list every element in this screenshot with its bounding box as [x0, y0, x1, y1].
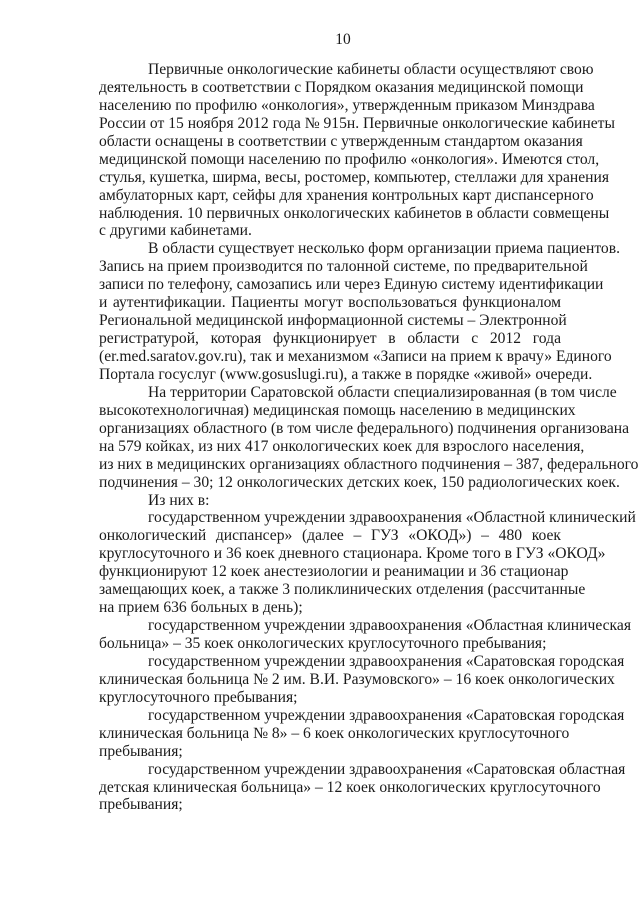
text-line: круглосуточного пребывания;: [99, 688, 298, 706]
text-line: На территории Саратовской области специализированная (в том числе: [148, 383, 617, 401]
text-line: записи по телефону, самозапись или через Единую систему идентификации: [99, 276, 604, 294]
text-line: (er.med.saratov.gov.ru), так и механизмом «Записи на прием к врачу» Единого: [99, 348, 612, 365]
text-line: высокотехнологичная) медицинская помощь населению в медицинских: [99, 401, 576, 419]
paragraph: [99, 240, 620, 384]
text-line: онкологический диспансер» (далее – ГУЗ «ОКОД») – 480 коек: [99, 527, 561, 545]
text-line: подчинения – 30; 12 онкологических детских коек, 150 радиологических коек.: [99, 473, 620, 491]
text-line: пребывания;: [99, 742, 183, 760]
text-line: на 579 койках, из них 417 онкологических коек для взрослого населения,: [99, 437, 585, 455]
text-line: с другими кабинетами.: [99, 222, 252, 240]
text-line: деятельность в соответствии с Порядком оказания медицинской помощи: [99, 78, 584, 96]
text-line: области оснащены в соответствии с утвержденным стандартом оказания: [99, 132, 583, 150]
text-line: Запись на прием производится по талонной системе, по предварительной: [99, 258, 588, 276]
page-number: 10: [335, 31, 351, 48]
text-line: амбулаторных карт, сейфы для хранения контрольных карт диспансерного: [99, 186, 594, 204]
text-line: медицинской помощи населению по профилю «онкология». Имеются стол,: [99, 150, 600, 168]
text-line: государственном учреждении здравоохранения «Саратовская городская: [148, 706, 625, 724]
document-body: [99, 61, 639, 814]
paragraph: [99, 61, 615, 240]
text-line: России от 15 ноября 2012 года № 915н. Первичные онкологические кабинеты: [99, 114, 615, 132]
text-line: круглосуточного и 36 коек дневного стационара. Кроме того в ГУЗ «ОКОД»: [99, 545, 606, 563]
text-line: государственном учреждении здравоохранения «Областной клинический: [148, 509, 636, 527]
text-line: клиническая больница № 8» – 6 коек онкологических круглосуточного: [99, 724, 570, 742]
paragraph: [99, 492, 561, 510]
text-line: регистратурой, которая функционирует в области с 2012 года: [99, 330, 561, 348]
text-line: населению по профилю «онкология», утвержденным приказом Минздрава: [99, 96, 595, 114]
text-line: Портала госуслуг (www.gosuslugi.ru), а также в порядке «живой» очереди.: [99, 365, 593, 383]
text-line: пребывания;: [99, 796, 183, 814]
text-line: наблюдения. 10 первичных онкологических кабинетов в области совмещены: [99, 204, 610, 222]
text-line: Региональной медицинской информационной системы – Электронной: [99, 312, 567, 330]
text-line: государственном учреждении здравоохранения «Саратовская городская: [148, 652, 625, 670]
paragraph: [99, 383, 639, 492]
text-line: из них в медицинских организациях областного подчинения – 387, федерального: [99, 455, 639, 473]
text-line: организациях областного (в том числе федерального) подчинения организована: [99, 419, 630, 437]
text-line: стулья, кушетка, ширма, весы, ростомер, компьютер, стеллажи для хранения: [99, 168, 609, 186]
paragraph: [99, 509, 636, 617]
paragraph: [99, 706, 625, 761]
text-line: клиническая больница № 2 им. В.И. Разумовского» – 16 коек онкологических: [99, 670, 615, 688]
text-line: замещающих коек, а также 3 поликлинических отделения (рассчитанные: [99, 581, 586, 599]
paragraph: [99, 652, 625, 707]
text-line: детская клиническая больница» – 12 коек онкологических круглосуточного: [99, 778, 601, 796]
text-line: больница» – 35 коек онкологических круглосуточного пребывания;: [99, 635, 547, 652]
text-line: В области существует несколько форм организации приема пациентов.: [148, 240, 620, 258]
text-line: государственном учреждении здравоохранения «Саратовская областная: [148, 760, 626, 778]
text-line: и аутентификации. Пациенты могут воспользоваться функционалом: [99, 294, 561, 312]
paragraph: [99, 617, 631, 653]
text-line: Первичные онкологические кабинеты области осуществляют свою: [148, 61, 594, 78]
text-line: функционируют 12 коек анестезиологии и реанимации и 36 стационар: [99, 563, 569, 581]
text-line: на прием 636 больных в день);: [99, 599, 303, 617]
text-line: Из них в:: [148, 491, 210, 509]
paragraph: [99, 760, 626, 815]
text-line: государственном учреждении здравоохранения «Областная клиническая: [148, 617, 631, 635]
